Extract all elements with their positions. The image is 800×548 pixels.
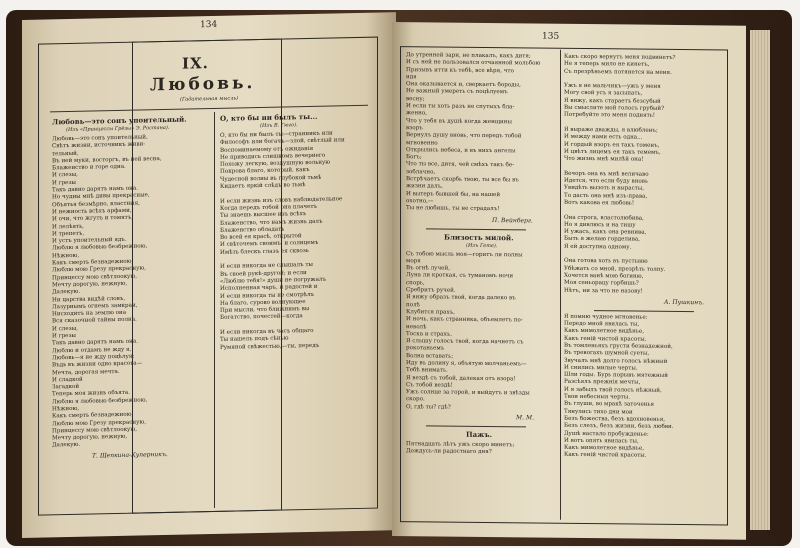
poem-line: Чудесной волны въ глубокой тьмѣ <box>220 174 322 183</box>
poem-line: Принцессу мою свѣтлоокую, <box>52 426 137 435</box>
chapter-title: Любовь. <box>150 73 256 96</box>
poem-line: Она строга, властолюбива, <box>564 214 644 222</box>
chapter-numeral: IX. <box>182 54 209 73</box>
poem-line: Она готова хоть въ пустыню <box>564 258 648 265</box>
poem-line: Что ты все, дитя, чей смѣхъ такъ бе- <box>406 161 515 169</box>
poem-line: Дождусь-ли радостнаго дня? <box>406 448 492 456</box>
poem-line: Ужъ я не мальчикъ—ужъ у меня <box>564 82 661 91</box>
left-page <box>22 12 396 538</box>
poem-line: Любовь—это сонъ упоительный, <box>52 134 148 143</box>
poem-body <box>52 133 212 450</box>
poem-line: И ночь, какъ странника, объемлетъ по- <box>406 316 523 324</box>
poem-line: Убѣжать со мной, презрѣть толпу. <box>564 265 666 273</box>
poem-line: Иду въ долину я, объятую молчаньемъ— <box>406 360 527 368</box>
poem-line: Ни царства видѣй словъ, <box>52 295 126 303</box>
poem-line: Открылись небеса, и въ нихъ ангелы <box>406 147 516 155</box>
poem-column-2 <box>220 111 378 352</box>
poem-line: Мечта, дорогая мечта. <box>52 368 120 376</box>
poem-line: Вы смыслите мой голосъ грубый? <box>564 104 665 112</box>
poem-line: И если никогда въ часъ общаго <box>220 327 314 336</box>
section-rule <box>594 310 694 312</box>
column-divider-left <box>214 112 215 508</box>
poem-line: женно, <box>406 110 428 117</box>
poem-line: До утренней зари, не плакалъ, какъ дитя; <box>406 52 531 60</box>
poem-line: Безъ божества, безъ вдохновенья, <box>564 415 666 423</box>
poem-body <box>564 314 726 462</box>
poem-line: Шли годы. Бурь порывъ мятежный <box>564 371 668 380</box>
poem-line: И снились милые черты. <box>564 364 638 372</box>
poem-line: «Люблю тебя!» души не погружалъ <box>220 276 327 285</box>
poem-line: взоръ <box>406 125 423 132</box>
poem-line: И слезы, <box>52 172 78 179</box>
poem-author: Т. Щепкина-Куперникъ. <box>92 450 168 460</box>
poem-column-1 <box>52 114 212 460</box>
page-number-left: 134 <box>200 19 218 31</box>
poem-line: И трепетъ, <box>52 230 85 238</box>
poem-line: Когда передъ тобой она плачетъ <box>220 203 318 212</box>
poem-line: Сребритъ ручей. <box>406 287 456 294</box>
poem-line: Свѣтъ жизни, источникъ живи- <box>52 141 146 150</box>
poem-line: Безъ слезъ, безъ жизни, безъ любви. <box>564 423 674 431</box>
poem-line: Не важный умереть съ поцѣлуемъ <box>406 88 508 96</box>
poem-line: Какъ смерть безнадежною; <box>52 258 134 267</box>
poem-line: Какъ мимолетное видѣнье, <box>564 444 644 452</box>
poem-line: Какъ геній чистой красоты. <box>564 452 647 460</box>
poem-line: Что у тебя въ душѣ когда женщины <box>406 117 512 125</box>
poem-line: весну; <box>406 95 425 103</box>
poem-line: И между нами есть одна... <box>564 134 643 141</box>
poem-line: зоблачно, <box>406 168 436 176</box>
poem-line: И если никогда не слышалъ ты <box>220 262 313 271</box>
column-divider-right <box>560 50 561 520</box>
poem-line: Идется, что если буду вновь <box>564 177 648 185</box>
poem-line: Я помню чудное мгновенье: <box>564 313 648 321</box>
page-edges <box>750 30 770 530</box>
poem-line: И я забылъ твой голосъ нѣжный, <box>564 386 662 394</box>
poem-line: Тоска и страхъ. <box>406 330 452 338</box>
poem-line: Блаженство и горе одна. <box>52 164 126 172</box>
poem-line: Въ ней муки, восторгъ, въ ней весна, <box>52 155 162 165</box>
poem-line: жизни далъ, <box>406 183 443 190</box>
poem-line: Съ тобой вездѣ! <box>406 382 453 389</box>
poem-body <box>406 52 558 214</box>
poem-line: Ты не любишь, ты не страдалъ! <box>406 205 500 213</box>
poem-line: Пятнадцать лѣтъ ужъ скоро минетъ; <box>406 441 515 449</box>
poem-line: Луна ли кроткая, съ туманомъ ночи <box>406 272 514 280</box>
poem-column-3 <box>406 52 558 457</box>
poem-line: Волна вставать; <box>406 352 454 360</box>
poem-line: То дасть она мнѣ изъ-права, <box>564 192 648 200</box>
poem-line: Вечоръ она въ мнѣ величаво <box>564 170 649 178</box>
poem-line: Что жизнь мнѣ милѣй она! <box>564 155 644 163</box>
poem-line: Далекую. <box>52 289 81 296</box>
poem-line: охотно,— <box>406 198 434 205</box>
poem-line: Но я дивлюсь и на тишу <box>564 221 636 229</box>
poem-line: Блаженство, что намъ жизнь далъ <box>220 218 323 227</box>
poem-line: И ужасъ, какъ она ревнива, <box>564 228 647 236</box>
poem-line: И устъ упоительный ядъ. <box>52 236 127 245</box>
poem-line: Съ презрѣньемъ потянется на меня. <box>564 68 672 76</box>
poem-line: Въ глуши, во мракѣ заточенья <box>564 401 655 409</box>
poem-line: Такъ давно дарятъ намъ она. <box>52 185 138 194</box>
poem-line: Не я теперь мило не кинетъ, <box>564 61 650 68</box>
poem-line: Встрѣчаетъ скорбь твою, ты все бы въ <box>406 176 519 184</box>
poem-line: Въ огнѣ лучей, <box>406 265 450 272</box>
poem-line: Она оказывается и, сверкаетъ бороды, <box>406 81 521 89</box>
poem-line: Въ томленьяхъ грусти безнадежной, <box>564 342 673 350</box>
poem-line: Блаженство обладать <box>220 226 285 234</box>
poem-line: И если ты хоть разъ не спутыхъ бла- <box>406 103 515 111</box>
poem-line: Я вездѣ съ тобой, далекая отъ взора! <box>406 374 516 382</box>
poem-line: О, кто бы ни былъ ты—странникъ или <box>220 130 333 139</box>
poem-line: идя <box>406 74 417 81</box>
poem-line: И вотъ опять явилась ты, <box>564 437 639 445</box>
poem-line: Любовь—я не жду поцѣлуя; <box>52 353 135 362</box>
poem-source: (Изъ В. Гюго). <box>260 122 298 130</box>
poem-line: И свѣточемъ своимъ, и солнцемъ <box>220 240 319 249</box>
poem-line: Но чудны мнѣ дивы прекрасные, <box>52 192 150 201</box>
poem-line: Объятья безмѣрно, властныя, <box>52 200 140 209</box>
poem-line: И слезы, <box>52 325 78 333</box>
poem-line: Въдь въ жизни одно красота— <box>52 360 143 369</box>
poem-line: Мечту дорогую, нежную, <box>52 433 128 442</box>
poem-line: Нисходитъ на землю она <box>52 309 127 318</box>
poem-line: Нѣжною, <box>52 252 80 260</box>
poem-line: Разсѣялъ прежнія мечты, <box>564 379 641 387</box>
poem-line: Лазурнымъ огнемъ замкраи, <box>52 302 138 311</box>
poem-line: Я выраже дважды, я влюбленъ; <box>564 126 658 134</box>
poem-body <box>564 54 726 296</box>
poem-line: Передо мной явилась ты, <box>564 320 640 328</box>
poem-title: Пажъ. <box>466 429 493 440</box>
poem-line: И гордый взоръ ея такъ томенъ, <box>564 141 660 149</box>
poem-title: Близость милой. <box>444 232 514 242</box>
poem-line: Вотъ какова ея любовь! <box>564 199 635 207</box>
poem-line: Хочется ванѣ мою богиню, <box>564 272 644 280</box>
poem-line: И нежность всѣхъ арфами, <box>52 207 132 216</box>
poem-line: И если никогда ты не смотрѣлъ <box>220 291 315 300</box>
poem-line: Потребуйте это меня поднять! <box>564 112 656 120</box>
poem-line: Ты нашелъ подъ сѣнью <box>220 335 289 344</box>
poem-line: Загадкой <box>52 383 80 391</box>
poem-line: Тебѣ внимать. <box>406 367 448 374</box>
poem-line: На благо, сурово волнующее <box>220 298 306 307</box>
poem-line: Тянулись тихо дни мои <box>564 408 633 416</box>
poem-column-4 <box>564 54 726 461</box>
poem-line: Люблю мою Грезу прекрасную, <box>52 418 147 427</box>
poem-line: Ужъ солнце за горой, и выйдутъ и звѣзды <box>406 389 530 397</box>
poem-line: Принцессу мою свѣтлоокую, <box>52 273 137 282</box>
poem-line: Исполненная чаръ, и радостей и <box>220 284 318 293</box>
page-number-right: 135 <box>542 31 560 42</box>
poem-line: Покрова благо, который, какъ <box>220 167 310 176</box>
poem-line: спорь, <box>406 279 425 287</box>
poem-line: И цвѣтъ лицемъ ея такъ темемъ, <box>564 148 661 156</box>
poem-source: (Изъ «Принцессы Грёзы» Э. Ростана). <box>66 124 170 134</box>
poem-author: П. Вейнберг. <box>492 216 533 225</box>
section-rule <box>426 228 526 230</box>
poem-line: Въ своей рукѣ-другой; и если <box>220 269 307 278</box>
poem-line: Могу свой усъ я засыпать, <box>564 90 643 98</box>
poem-line: Богатство, почестей—когда <box>220 313 303 322</box>
poem-line: Вернулъ душу вновь, что передъ тобой <box>406 132 522 140</box>
poem-line: Я слышу голосъ твой, когда начнетъ съ <box>406 338 524 346</box>
poem-line: И если жизнь изъ словъ наблюдательное <box>220 195 343 205</box>
poem-line: Богъ; <box>406 154 422 161</box>
poem-line: Нѣтъ, ни за что не назову! <box>564 287 643 295</box>
poem-line: Какъ геній чистой красоты. <box>564 335 647 343</box>
poem-line: Воспоминаемому отъ ожиданія <box>220 145 314 154</box>
poem-source: (Изъ Гете). <box>466 242 498 249</box>
poem-line: И очи, что жгутъ и томятъ, <box>52 214 134 223</box>
poem-line: И лелѣять, <box>52 223 84 230</box>
poem-line: Люблю я любовью безбрежною, <box>52 243 148 252</box>
poem-line: Быть я желаю горделива, <box>564 236 640 244</box>
poem-line: Звучалъ мнѣ долго голосъ нѣжный <box>564 357 668 365</box>
poem-line: рокотаньемъ <box>406 345 445 352</box>
right-page <box>392 22 746 540</box>
poem-line: Клубится прахъ, <box>406 309 455 316</box>
poem-line: Не приводись слишкомъ вечернего <box>220 152 326 161</box>
poem-line: Такъ давно дарятъ намъ она. <box>52 338 138 347</box>
poem-line: Твои небесныя черты. <box>564 393 631 401</box>
poem-line: И съ ней не пользовался отчаянной мольбою <box>406 59 541 67</box>
poem-line: Люблю я любовью безбрежною, <box>52 397 148 406</box>
poem-line: И сладкой <box>52 376 83 384</box>
poem-line: Какъ мимолетное видѣнье, <box>564 328 644 336</box>
poem-line: Ты знаешь высшее изъ всѣхъ <box>220 211 307 220</box>
poem-line: Имѣть блескъ глазъ ея сквозь <box>220 247 309 256</box>
poem-title: Любовь—это сонъ упоительный. <box>52 114 187 127</box>
poem-line: полѣ <box>406 301 421 308</box>
poem-line: Философъ или богачъ—злой, свѣтлый или <box>220 137 345 147</box>
poem-author: А. Пушкинъ. <box>664 298 705 307</box>
poem-body <box>406 441 558 457</box>
poem-line: Похожу легкую, воздушную вольную <box>220 159 331 169</box>
poem-line: неволѣ <box>406 323 427 330</box>
section-rule <box>426 425 526 427</box>
poem-line: Я вижу, какъ стараетъ безсубый <box>564 97 661 105</box>
poem-line: Съ тобою мысль моя—горитъ ли полны <box>406 250 523 258</box>
poem-line: Люблю и отдамъ не жду я, <box>52 346 132 354</box>
poem-line: Люблю мою Грезу прекрасную, <box>52 265 147 274</box>
poem-line: О, гдѣ ты? гдѣ? <box>406 403 451 411</box>
poem-line: Вся сказочной тайны полна. <box>52 317 137 325</box>
poem-line: Моя сеньорацу горбишь? <box>564 280 639 287</box>
poem-author: М. М. <box>516 414 535 422</box>
poem-line: И вытеръ бывшей бы, на нашей <box>406 190 501 198</box>
poem-line: Теперь моя жизнь объята. <box>52 390 131 398</box>
poem-line: мгновенно <box>406 139 438 147</box>
poem-title: О, кто бы ни былъ ты... <box>220 111 318 123</box>
poem-line: моря <box>406 257 421 265</box>
poem-line: Какъ смерть безнадежною; <box>52 411 134 420</box>
poem-line: Въ тревогахъ шумной суеты, <box>564 350 650 357</box>
poem-line: Далекую. <box>52 442 81 449</box>
poem-line: Мечту дорогую, нежную, <box>52 280 128 289</box>
poem-line: Нѣжною, <box>52 405 80 413</box>
poem-line: И грезы <box>52 332 76 340</box>
poem-line: Я ей доступна одному. <box>564 243 632 251</box>
poem-line: Я вижу образъ твой, когда далеко въ <box>406 294 516 302</box>
poem-line: Кидаетъ яркій слѣдъ во тьмѣ <box>220 182 306 190</box>
poem-line: Какъ скоро вернутъ меня подвинетъ? <box>564 53 676 61</box>
poem-body <box>406 251 558 413</box>
poem-line: Румяной свѣжестью,—ты, передъ <box>220 342 320 351</box>
poem-line: И грезы <box>52 179 76 187</box>
poem-line: скоро. <box>406 396 425 403</box>
chapter-subtitle: (Гадательная мысль) <box>180 95 239 103</box>
poem-line: Во всей ея красѣ, открытой <box>220 233 302 242</box>
poem-line: Призывъ итти къ тебѣ, все вѣря, что <box>406 66 514 74</box>
poem-body <box>220 130 378 352</box>
poem-line: Увидѣть вызоть и вырасты, <box>564 185 645 192</box>
poem-line: При мысли, что ближнимъ вы <box>220 306 310 314</box>
poem-line: тельный, <box>52 150 79 157</box>
poem-line: Душѣ настало пробужденье: <box>564 430 649 438</box>
